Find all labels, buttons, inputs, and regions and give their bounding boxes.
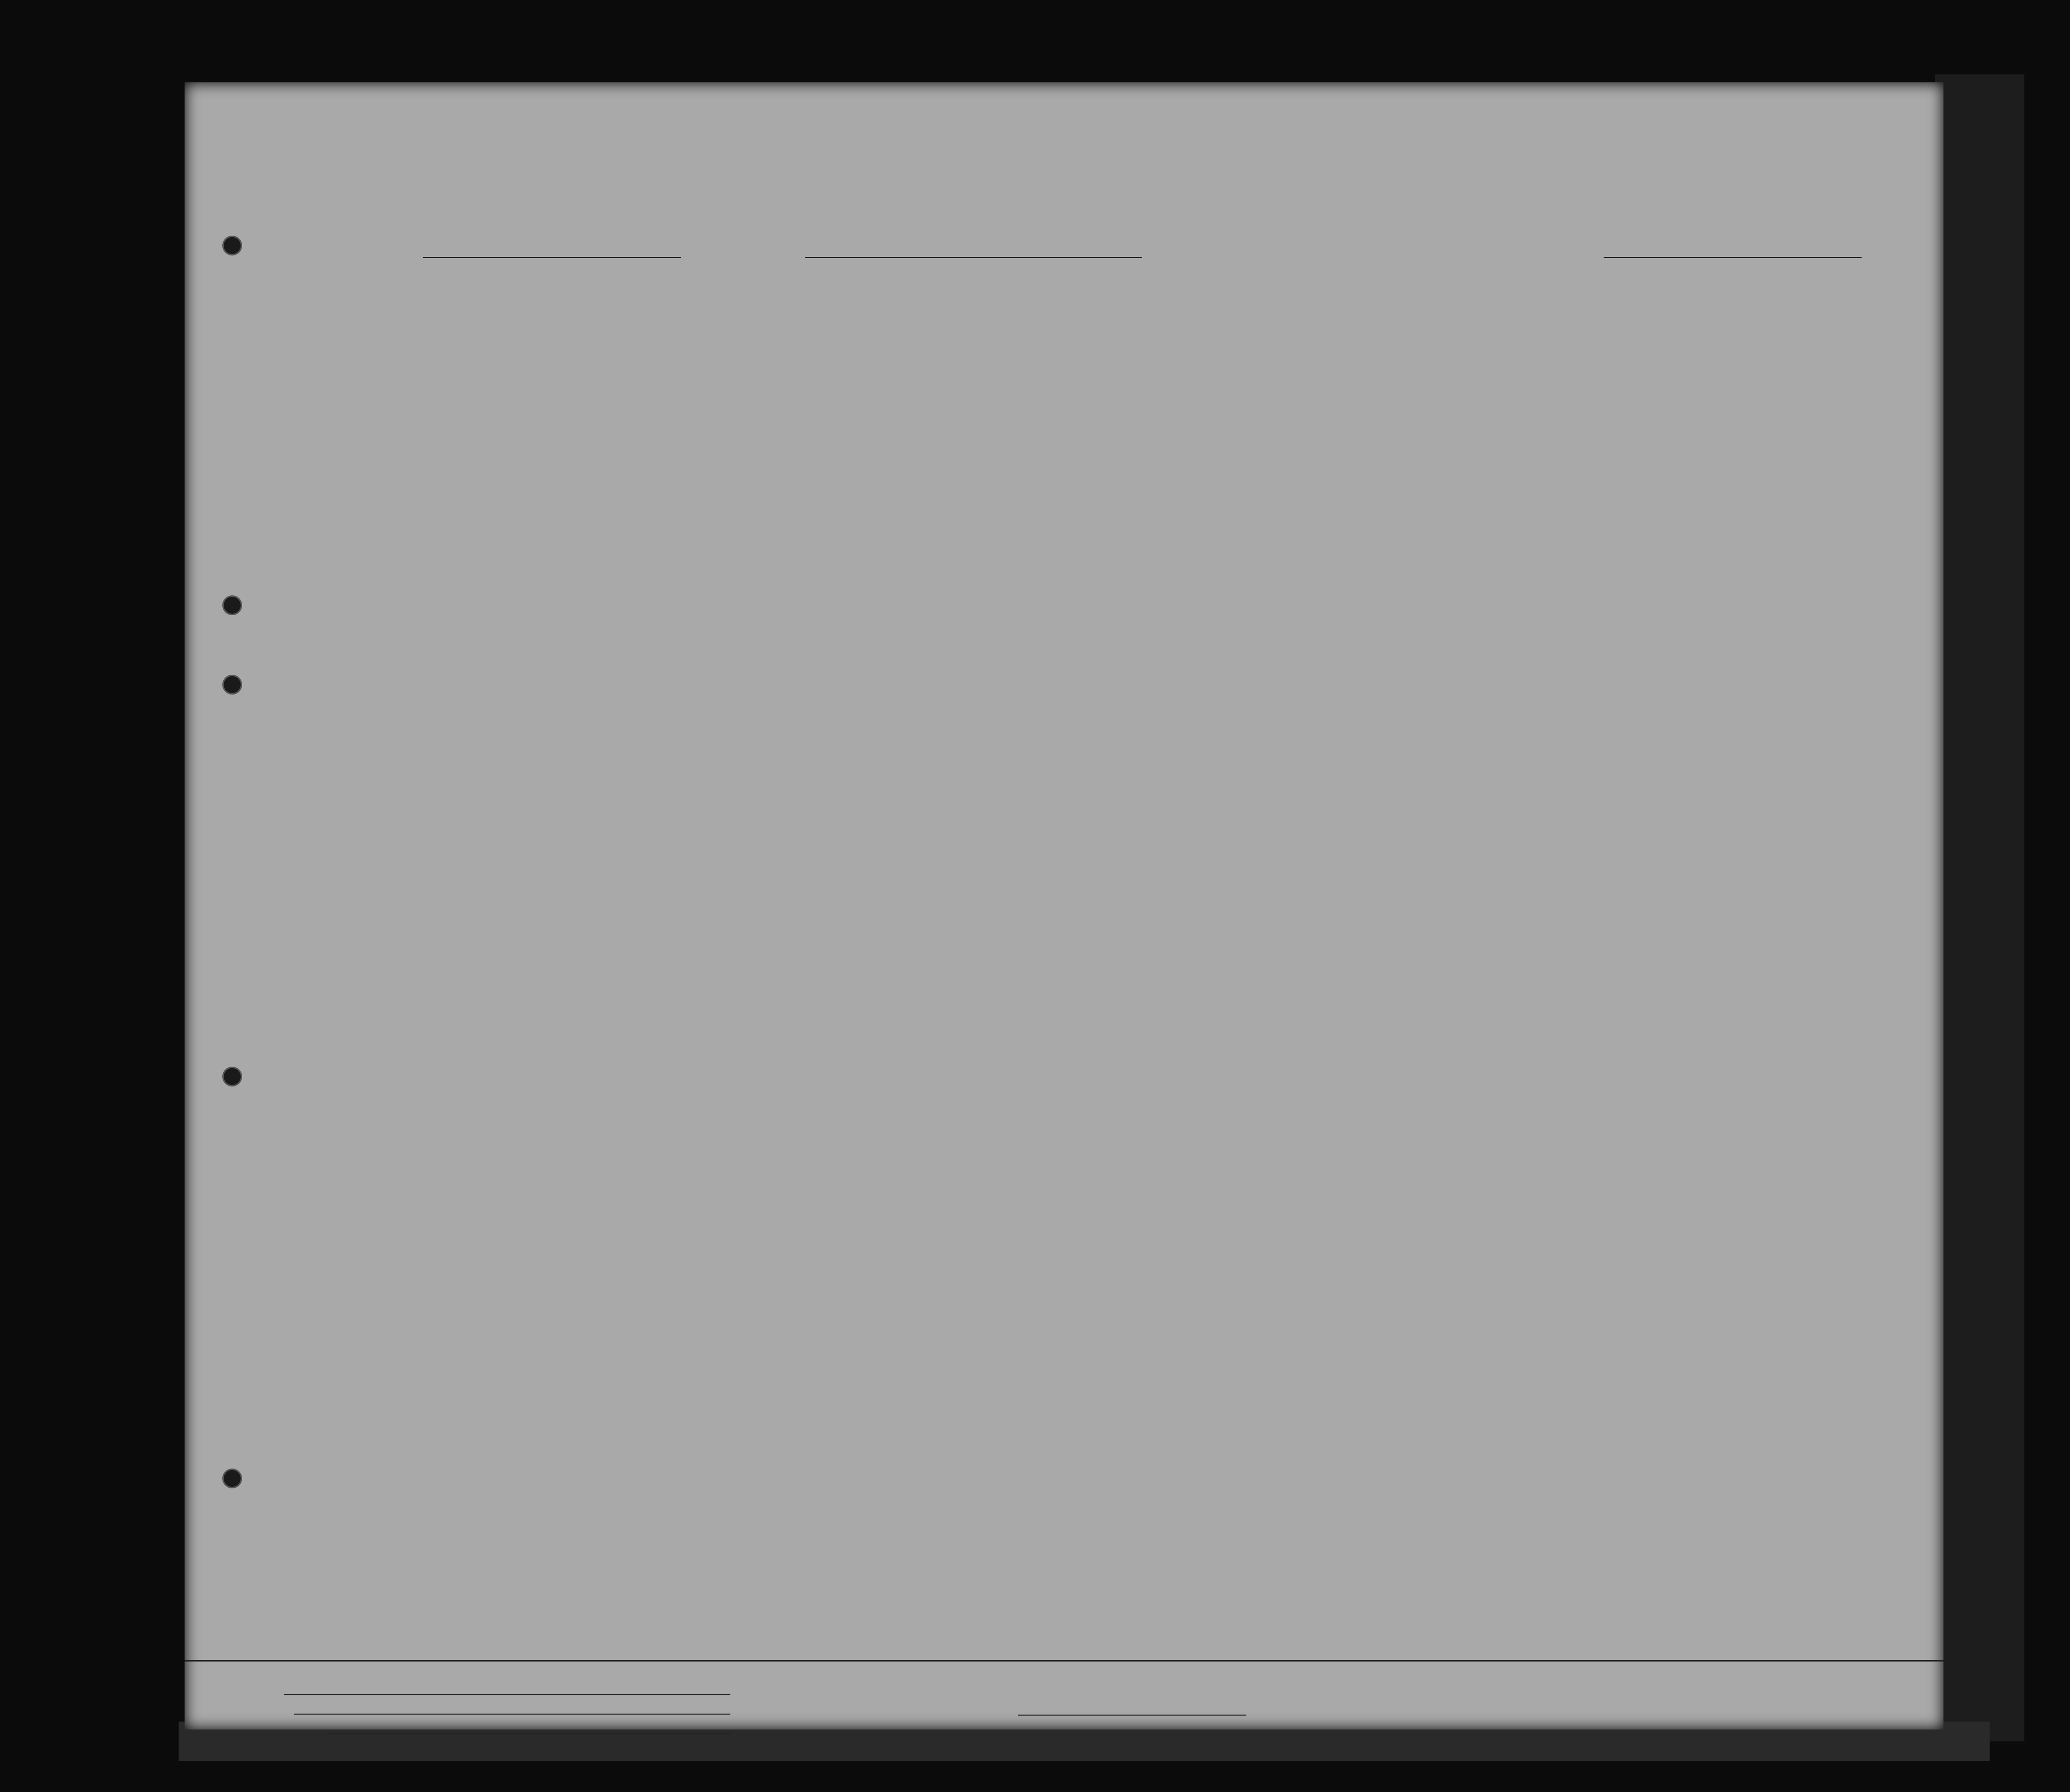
binder-hole xyxy=(222,236,242,256)
inspector-signature-line xyxy=(1018,1715,1246,1716)
from-port-underline xyxy=(1604,257,1862,258)
binder-hole xyxy=(222,595,242,615)
binder-hole xyxy=(222,1067,242,1087)
owners-field xyxy=(294,1714,730,1715)
binder-hole xyxy=(222,675,242,695)
arriving-underline xyxy=(805,257,1142,258)
page-edge-right xyxy=(1935,74,2024,1741)
manifest-sheet xyxy=(185,82,1943,1729)
vessel-underline xyxy=(423,257,681,258)
manifest-table xyxy=(214,281,1921,1640)
footer-divider xyxy=(185,1660,1943,1662)
line-field xyxy=(284,1694,730,1695)
agents-field xyxy=(328,1733,730,1734)
binder-hole xyxy=(222,1469,242,1488)
